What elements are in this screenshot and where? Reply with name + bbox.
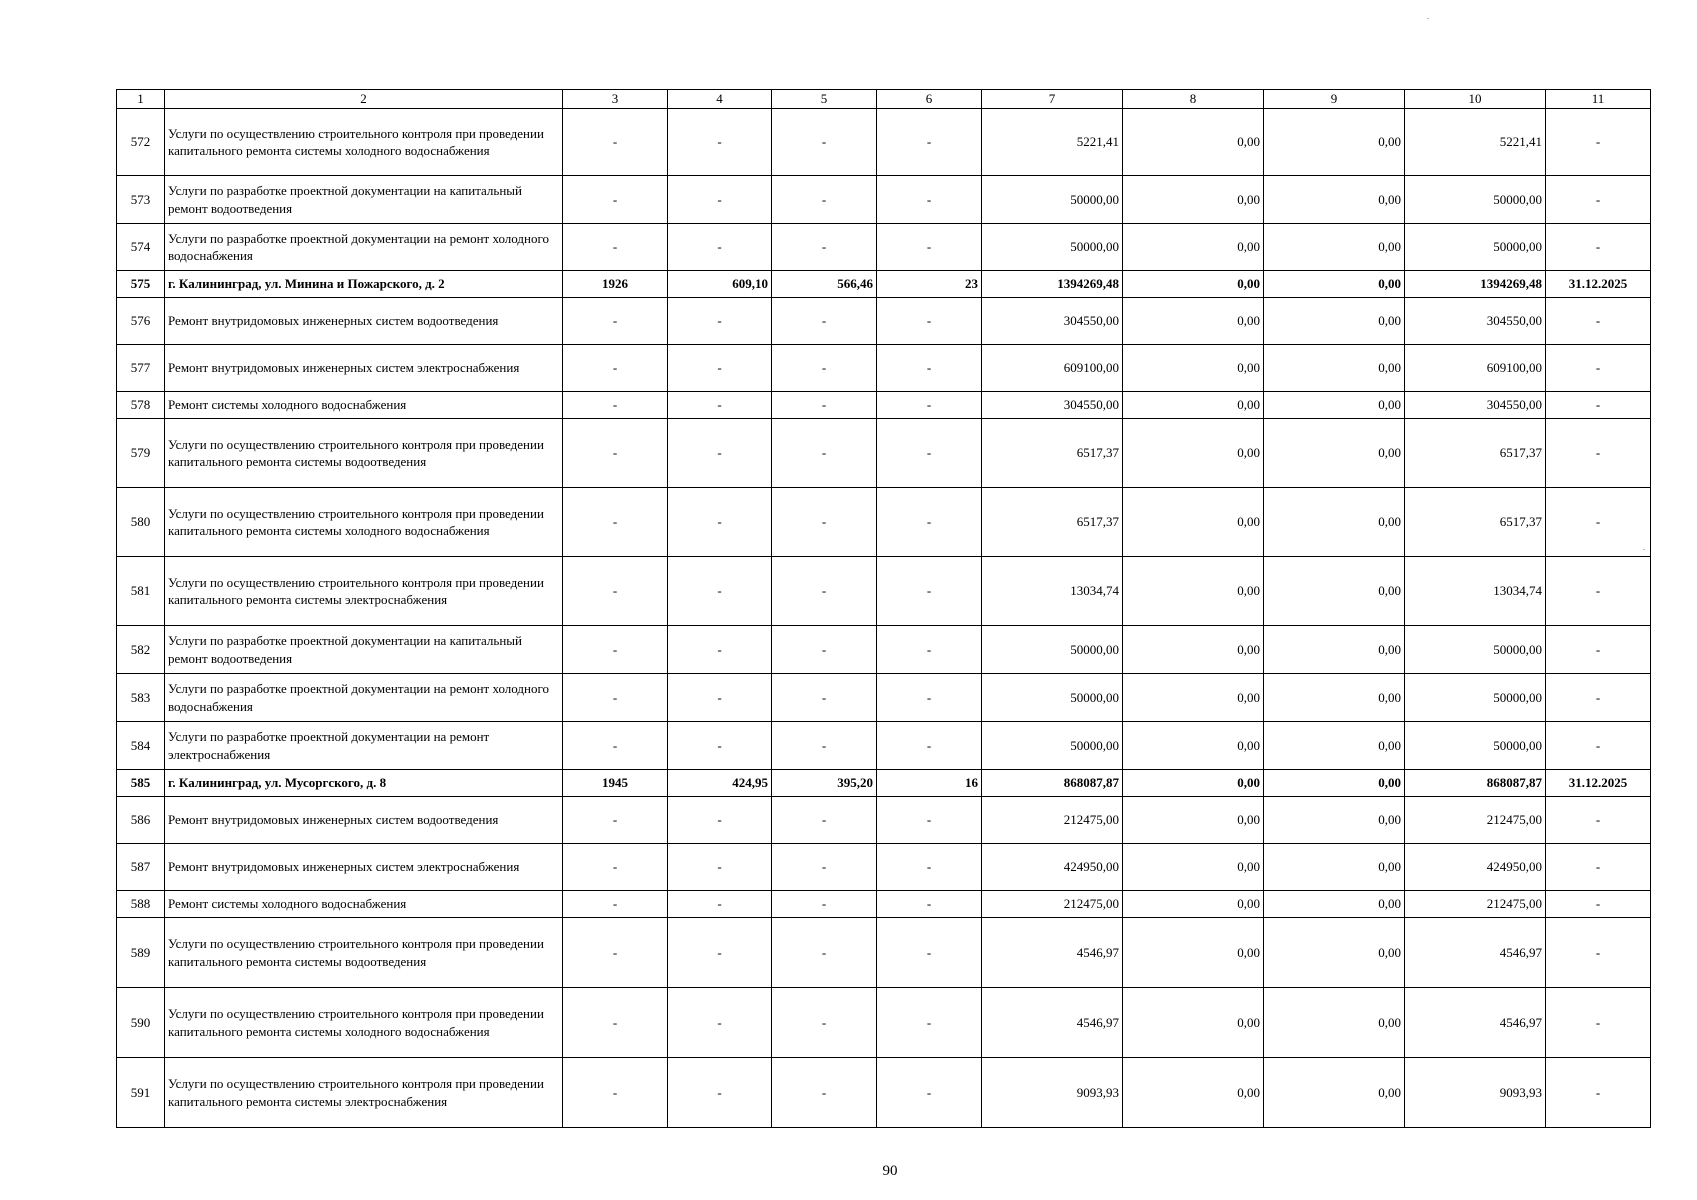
table-row — [117, 918, 1651, 988]
total-cost-cell: 13034,74 — [982, 557, 1123, 626]
residents-count-cell: - — [877, 488, 982, 557]
residents-count-cell: - — [877, 988, 982, 1058]
row-number-cell: 590 — [117, 988, 165, 1058]
work-name-cell: Услуги по осуществлению строительного контроля при проведении капитального ремонта системы водоотведения — [165, 419, 563, 488]
regional-funds-cell: 0,00 — [1264, 419, 1405, 488]
table-row — [117, 722, 1651, 770]
completion-date-cell: - — [1546, 844, 1651, 891]
page-number: 90 — [882, 1163, 898, 1179]
build-year-cell: - — [563, 224, 668, 271]
header-col-5: 5 — [772, 90, 877, 109]
header-col-3: 3 — [563, 90, 668, 109]
completion-date-cell: - — [1546, 891, 1651, 918]
work-name-cell: Услуги по разработке проектной документации на ремонт электроснабжения — [165, 722, 563, 770]
total-cost-cell: 212475,00 — [982, 797, 1123, 844]
residential-area-cell: - — [772, 419, 877, 488]
owners-funds-cell: 50000,00 — [1405, 626, 1546, 674]
build-year-cell: - — [563, 797, 668, 844]
total-cost-cell: 868087,87 — [982, 770, 1123, 797]
row-number-cell: 573 — [117, 176, 165, 224]
table-row — [117, 797, 1651, 844]
work-name-cell: Услуги по разработке проектной документации на ремонт холодного водоснабжения — [165, 224, 563, 271]
residential-area-cell: - — [772, 844, 877, 891]
work-name-cell: Ремонт внутридомовых инженерных систем водоотведения — [165, 298, 563, 345]
row-number-cell: 577 — [117, 345, 165, 392]
owners-funds-cell: 212475,00 — [1405, 891, 1546, 918]
completion-date-cell: - — [1546, 988, 1651, 1058]
regional-funds-cell: 0,00 — [1264, 176, 1405, 224]
row-number-cell: 583 — [117, 674, 165, 722]
work-name-cell: Услуги по разработке проектной документации на ремонт холодного водоснабжения — [165, 674, 563, 722]
work-name-cell: Услуги по разработке проектной документации на капитальный ремонт водоотведения — [165, 176, 563, 224]
build-year-cell: - — [563, 345, 668, 392]
completion-date-cell: - — [1546, 797, 1651, 844]
federal-funds-cell: 0,00 — [1123, 271, 1264, 298]
header-col-6: 6 — [877, 90, 982, 109]
work-name-cell: Ремонт внутридомовых инженерных систем электроснабжения — [165, 345, 563, 392]
total-area-cell: - — [668, 674, 772, 722]
federal-funds-cell: 0,00 — [1123, 1058, 1264, 1128]
build-year-cell: - — [563, 488, 668, 557]
residents-count-cell: - — [877, 797, 982, 844]
regional-funds-cell: 0,00 — [1264, 557, 1405, 626]
residential-area-cell: - — [772, 557, 877, 626]
residents-count-cell: - — [877, 891, 982, 918]
total-area-cell: - — [668, 419, 772, 488]
owners-funds-cell: 4546,97 — [1405, 918, 1546, 988]
header-col-9: 9 — [1264, 90, 1405, 109]
residential-area-cell: 566,46 — [772, 271, 877, 298]
regional-funds-cell: 0,00 — [1264, 770, 1405, 797]
owners-funds-cell: 50000,00 — [1405, 224, 1546, 271]
header-col-7: 7 — [982, 90, 1123, 109]
row-number-cell: 581 — [117, 557, 165, 626]
build-year-cell: 1926 — [563, 271, 668, 298]
total-cost-cell: 50000,00 — [982, 674, 1123, 722]
row-number-cell: 584 — [117, 722, 165, 770]
federal-funds-cell: 0,00 — [1123, 109, 1264, 176]
scan-speck — [1427, 18, 1429, 19]
federal-funds-cell: 0,00 — [1123, 392, 1264, 419]
table-row — [117, 345, 1651, 392]
residents-count-cell: - — [877, 109, 982, 176]
work-name-cell: Ремонт системы холодного водоснабжения — [165, 891, 563, 918]
work-name-cell: Услуги по осуществлению строительного контроля при проведении капитального ремонта системы холодного водоснабжения — [165, 988, 563, 1058]
total-cost-cell: 609100,00 — [982, 345, 1123, 392]
owners-funds-cell: 13034,74 — [1405, 557, 1546, 626]
owners-funds-cell: 9093,93 — [1405, 1058, 1546, 1128]
build-year-cell: - — [563, 109, 668, 176]
table-row-address — [117, 770, 1651, 797]
residential-area-cell: - — [772, 298, 877, 345]
residents-count-cell: - — [877, 176, 982, 224]
row-number-cell: 585 — [117, 770, 165, 797]
table-row — [117, 176, 1651, 224]
total-area-cell: - — [668, 918, 772, 988]
work-name-cell: Ремонт системы холодного водоснабжения — [165, 392, 563, 419]
residential-area-cell: - — [772, 626, 877, 674]
table-row-address — [117, 271, 1651, 298]
table-row — [117, 392, 1651, 419]
build-year-cell: - — [563, 988, 668, 1058]
row-number-cell: 579 — [117, 419, 165, 488]
total-cost-cell: 4546,97 — [982, 988, 1123, 1058]
total-area-cell: - — [668, 626, 772, 674]
residential-area-cell: - — [772, 988, 877, 1058]
residential-area-cell: 395,20 — [772, 770, 877, 797]
residents-count-cell: - — [877, 844, 982, 891]
build-year-cell: - — [563, 722, 668, 770]
residents-count-cell: - — [877, 626, 982, 674]
row-number-cell: 575 — [117, 271, 165, 298]
completion-date-cell: - — [1546, 176, 1651, 224]
work-name-cell: Услуги по осуществлению строительного контроля при проведении капитального ремонта системы холодного водоснабжения — [165, 488, 563, 557]
work-name-cell: Услуги по осуществлению строительного контроля при проведении капитального ремонта системы электроснабжения — [165, 557, 563, 626]
residents-count-cell: 16 — [877, 770, 982, 797]
row-number-cell: 582 — [117, 626, 165, 674]
total-cost-cell: 50000,00 — [982, 722, 1123, 770]
residents-count-cell: - — [877, 392, 982, 419]
residential-area-cell: - — [772, 392, 877, 419]
build-year-cell: - — [563, 176, 668, 224]
row-number-cell: 591 — [117, 1058, 165, 1128]
owners-funds-cell: 50000,00 — [1405, 176, 1546, 224]
total-area-cell: - — [668, 176, 772, 224]
table-row — [117, 988, 1651, 1058]
completion-date-cell: - — [1546, 722, 1651, 770]
residential-area-cell: - — [772, 109, 877, 176]
completion-date-cell: - — [1546, 298, 1651, 345]
total-cost-cell: 424950,00 — [982, 844, 1123, 891]
regional-funds-cell: 0,00 — [1264, 392, 1405, 419]
federal-funds-cell: 0,00 — [1123, 488, 1264, 557]
table-row — [117, 1058, 1651, 1128]
total-cost-cell: 50000,00 — [982, 224, 1123, 271]
total-area-cell: 424,95 — [668, 770, 772, 797]
residents-count-cell: - — [877, 345, 982, 392]
owners-funds-cell: 6517,37 — [1405, 488, 1546, 557]
total-cost-cell: 212475,00 — [982, 891, 1123, 918]
build-year-cell: - — [563, 844, 668, 891]
regional-funds-cell: 0,00 — [1264, 674, 1405, 722]
residents-count-cell: - — [877, 224, 982, 271]
build-year-cell: - — [563, 392, 668, 419]
regional-funds-cell: 0,00 — [1264, 988, 1405, 1058]
total-area-cell: - — [668, 844, 772, 891]
total-cost-cell: 1394269,48 — [982, 271, 1123, 298]
work-name-cell: Ремонт внутридомовых инженерных систем электроснабжения — [165, 844, 563, 891]
completion-date-cell: - — [1546, 1058, 1651, 1128]
completion-date-cell: - — [1546, 674, 1651, 722]
header-col-8: 8 — [1123, 90, 1264, 109]
header-col-4: 4 — [668, 90, 772, 109]
work-name-cell: г. Калининград, ул. Минина и Пожарского, д. 2 — [165, 271, 563, 298]
row-number-cell: 580 — [117, 488, 165, 557]
regional-funds-cell: 0,00 — [1264, 797, 1405, 844]
table-row — [117, 674, 1651, 722]
owners-funds-cell: 304550,00 — [1405, 298, 1546, 345]
owners-funds-cell: 50000,00 — [1405, 722, 1546, 770]
table-row — [117, 298, 1651, 345]
table-row — [117, 109, 1651, 176]
residential-area-cell: - — [772, 1058, 877, 1128]
residents-count-cell: - — [877, 1058, 982, 1128]
work-name-cell: Услуги по осуществлению строительного контроля при проведении капитального ремонта системы водоотведения — [165, 918, 563, 988]
regional-funds-cell: 0,00 — [1264, 918, 1405, 988]
residential-area-cell: - — [772, 674, 877, 722]
owners-funds-cell: 50000,00 — [1405, 674, 1546, 722]
residents-count-cell: - — [877, 674, 982, 722]
federal-funds-cell: 0,00 — [1123, 797, 1264, 844]
owners-funds-cell: 4546,97 — [1405, 988, 1546, 1058]
completion-date-cell: 31.12.2025 — [1546, 770, 1651, 797]
regional-funds-cell: 0,00 — [1264, 844, 1405, 891]
owners-funds-cell: 6517,37 — [1405, 419, 1546, 488]
row-number-cell: 574 — [117, 224, 165, 271]
federal-funds-cell: 0,00 — [1123, 844, 1264, 891]
federal-funds-cell: 0,00 — [1123, 674, 1264, 722]
residents-count-cell: - — [877, 557, 982, 626]
total-area-cell: - — [668, 722, 772, 770]
work-name-cell: Ремонт внутридомовых инженерных систем водоотведения — [165, 797, 563, 844]
residential-area-cell: - — [772, 918, 877, 988]
federal-funds-cell: 0,00 — [1123, 988, 1264, 1058]
federal-funds-cell: 0,00 — [1123, 891, 1264, 918]
row-number-cell: 578 — [117, 392, 165, 419]
regional-funds-cell: 0,00 — [1264, 1058, 1405, 1128]
regional-funds-cell: 0,00 — [1264, 271, 1405, 298]
work-name-cell: г. Калининград, ул. Мусоргского, д. 8 — [165, 770, 563, 797]
owners-funds-cell: 1394269,48 — [1405, 271, 1546, 298]
residential-area-cell: - — [772, 722, 877, 770]
row-number-cell: 588 — [117, 891, 165, 918]
total-cost-cell: 9093,93 — [982, 1058, 1123, 1128]
residential-area-cell: - — [772, 176, 877, 224]
row-number-cell: 572 — [117, 109, 165, 176]
residents-count-cell: - — [877, 918, 982, 988]
residents-count-cell: - — [877, 298, 982, 345]
residential-area-cell: - — [772, 891, 877, 918]
completion-date-cell: - — [1546, 224, 1651, 271]
completion-date-cell: - — [1546, 345, 1651, 392]
total-area-cell: - — [668, 988, 772, 1058]
total-area-cell: - — [668, 392, 772, 419]
work-name-cell: Услуги по разработке проектной документации на капитальный ремонт водоотведения — [165, 626, 563, 674]
federal-funds-cell: 0,00 — [1123, 770, 1264, 797]
total-area-cell: - — [668, 557, 772, 626]
total-area-cell: - — [668, 109, 772, 176]
header-col-11: 11 — [1546, 90, 1651, 109]
total-cost-cell: 6517,37 — [982, 419, 1123, 488]
total-area-cell: - — [668, 891, 772, 918]
table-row — [117, 891, 1651, 918]
total-cost-cell: 5221,41 — [982, 109, 1123, 176]
completion-date-cell: - — [1546, 626, 1651, 674]
completion-date-cell: 31.12.2025 — [1546, 271, 1651, 298]
row-number-cell: 587 — [117, 844, 165, 891]
total-cost-cell: 4546,97 — [982, 918, 1123, 988]
total-cost-cell: 304550,00 — [982, 392, 1123, 419]
total-cost-cell: 304550,00 — [982, 298, 1123, 345]
build-year-cell: - — [563, 626, 668, 674]
total-area-cell: - — [668, 298, 772, 345]
federal-funds-cell: 0,00 — [1123, 626, 1264, 674]
total-cost-cell: 50000,00 — [982, 626, 1123, 674]
residential-area-cell: - — [772, 345, 877, 392]
table-row — [117, 224, 1651, 271]
regional-funds-cell: 0,00 — [1264, 224, 1405, 271]
regional-funds-cell: 0,00 — [1264, 626, 1405, 674]
regional-funds-cell: 0,00 — [1264, 109, 1405, 176]
row-number-cell: 589 — [117, 918, 165, 988]
build-year-cell: - — [563, 674, 668, 722]
owners-funds-cell: 609100,00 — [1405, 345, 1546, 392]
federal-funds-cell: 0,00 — [1123, 298, 1264, 345]
federal-funds-cell: 0,00 — [1123, 224, 1264, 271]
completion-date-cell: - — [1546, 557, 1651, 626]
table-row — [117, 844, 1651, 891]
regional-funds-cell: 0,00 — [1264, 722, 1405, 770]
federal-funds-cell: 0,00 — [1123, 345, 1264, 392]
regional-funds-cell: 0,00 — [1264, 891, 1405, 918]
total-cost-cell: 50000,00 — [982, 176, 1123, 224]
row-number-cell: 586 — [117, 797, 165, 844]
total-area-cell: - — [668, 1058, 772, 1128]
residents-count-cell: - — [877, 722, 982, 770]
build-year-cell: - — [563, 419, 668, 488]
total-area-cell: - — [668, 797, 772, 844]
federal-funds-cell: 0,00 — [1123, 557, 1264, 626]
total-cost-cell: 6517,37 — [982, 488, 1123, 557]
federal-funds-cell: 0,00 — [1123, 722, 1264, 770]
total-area-cell: - — [668, 224, 772, 271]
completion-date-cell: - — [1546, 488, 1651, 557]
owners-funds-cell: 212475,00 — [1405, 797, 1546, 844]
total-area-cell: - — [668, 345, 772, 392]
build-year-cell: 1945 — [563, 770, 668, 797]
scan-speck — [1643, 549, 1645, 550]
residential-area-cell: - — [772, 797, 877, 844]
capital-repair-table — [116, 89, 1651, 1128]
regional-funds-cell: 0,00 — [1264, 298, 1405, 345]
column-number-header — [117, 90, 1651, 109]
federal-funds-cell: 0,00 — [1123, 918, 1264, 988]
residential-area-cell: - — [772, 488, 877, 557]
table-row — [117, 626, 1651, 674]
table-row — [117, 488, 1651, 557]
completion-date-cell: - — [1546, 392, 1651, 419]
completion-date-cell: - — [1546, 109, 1651, 176]
row-number-cell: 576 — [117, 298, 165, 345]
header-col-1: 1 — [117, 90, 165, 109]
build-year-cell: - — [563, 298, 668, 345]
owners-funds-cell: 868087,87 — [1405, 770, 1546, 797]
completion-date-cell: - — [1546, 918, 1651, 988]
total-area-cell: 609,10 — [668, 271, 772, 298]
build-year-cell: - — [563, 557, 668, 626]
header-col-2: 2 — [165, 90, 563, 109]
total-area-cell: - — [668, 488, 772, 557]
table-row — [117, 419, 1651, 488]
federal-funds-cell: 0,00 — [1123, 176, 1264, 224]
federal-funds-cell: 0,00 — [1123, 419, 1264, 488]
work-name-cell: Услуги по осуществлению строительного контроля при проведении капитального ремонта системы электроснабжения — [165, 1058, 563, 1128]
owners-funds-cell: 304550,00 — [1405, 392, 1546, 419]
completion-date-cell: - — [1546, 419, 1651, 488]
residential-area-cell: - — [772, 224, 877, 271]
build-year-cell: - — [563, 918, 668, 988]
table-row — [117, 557, 1651, 626]
header-col-10: 10 — [1405, 90, 1546, 109]
regional-funds-cell: 0,00 — [1264, 488, 1405, 557]
build-year-cell: - — [563, 891, 668, 918]
owners-funds-cell: 424950,00 — [1405, 844, 1546, 891]
work-name-cell: Услуги по осуществлению строительного контроля при проведении капитального ремонта системы холодного водоснабжения — [165, 109, 563, 176]
residents-count-cell: 23 — [877, 271, 982, 298]
residents-count-cell: - — [877, 419, 982, 488]
owners-funds-cell: 5221,41 — [1405, 109, 1546, 176]
build-year-cell: - — [563, 1058, 668, 1128]
regional-funds-cell: 0,00 — [1264, 345, 1405, 392]
